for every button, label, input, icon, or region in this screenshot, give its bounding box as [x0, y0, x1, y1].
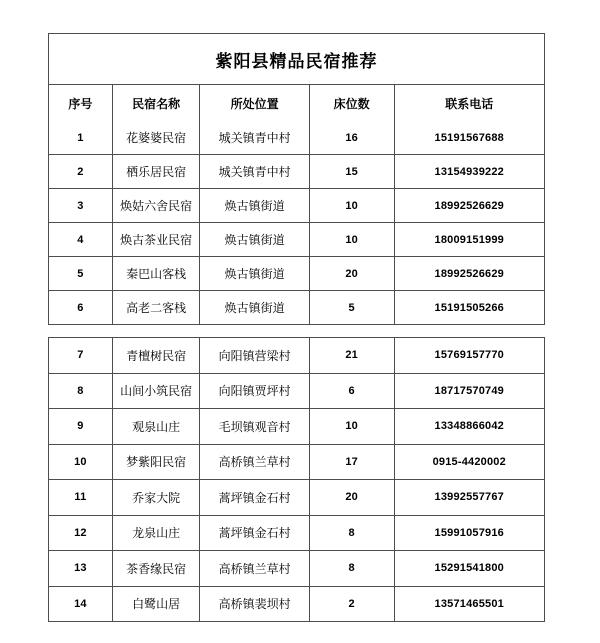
column-header-location: 所处位置: [199, 85, 308, 121]
phone-number-cell: 18992526629: [394, 189, 545, 222]
row-number-cell: 1: [77, 131, 84, 144]
table-body-2: [49, 338, 544, 621]
row-number-cell: 3: [77, 199, 84, 212]
homestay-name-cell: 乔家大院: [112, 480, 200, 515]
homestay-name-cell: 山间小筑民宿: [112, 374, 200, 409]
table-row: [49, 550, 544, 586]
beds-count-cell: 6: [309, 374, 394, 409]
phone-number-cell: 15291541800: [394, 551, 545, 586]
location-cell: 向阳镇贾坪村: [199, 374, 308, 409]
table-row: [49, 586, 544, 622]
location-cell: 焕古镇街道: [199, 189, 308, 222]
phone-number-cell: 13571465501: [394, 587, 545, 622]
phone-number-cell: 15991057916: [394, 516, 545, 551]
homestay-name-cell: 栖乐居民宿: [112, 155, 200, 188]
homestay-name-cell: 焕姑六舍民宿: [112, 189, 200, 222]
beds-count-cell: 8: [309, 551, 394, 586]
phone-number-cell: 18009151999: [394, 223, 545, 256]
row-number-cell: 5: [77, 267, 84, 280]
location-cell: 高桥镇兰草村: [199, 551, 308, 586]
location-cell: 焕古镇街道: [199, 223, 308, 256]
homestay-name-cell: 白鹭山居: [112, 587, 200, 622]
phone-number-cell: 13992557767: [394, 480, 545, 515]
beds-count-cell: 10: [309, 223, 394, 256]
row-number-cell: 10: [74, 455, 87, 468]
homestay-name-cell: 梦紫阳民宿: [112, 445, 200, 480]
table-body-1: [49, 121, 544, 324]
phone-number-cell: 18992526629: [394, 257, 545, 290]
homestay-name-cell: 龙泉山庄: [112, 516, 200, 551]
phone-number-cell: 15191505266: [394, 291, 545, 324]
location-cell: 向阳镇营梁村: [199, 338, 308, 373]
table-row: [49, 408, 544, 444]
phone-number-cell: 0915-4420002: [394, 445, 545, 480]
beds-count-cell: 20: [309, 480, 394, 515]
homestay-name-cell: 青檀树民宿: [112, 338, 200, 373]
location-cell: 高桥镇兰草村: [199, 445, 308, 480]
table-row: [49, 444, 544, 480]
document-sheet: [48, 33, 545, 622]
location-cell: 焕古镇街道: [199, 291, 308, 324]
beds-count-cell: 16: [309, 121, 394, 154]
table-row: [49, 222, 544, 256]
beds-count-cell: 10: [309, 409, 394, 444]
row-number-cell: 11: [74, 491, 87, 504]
row-number-cell: 7: [77, 349, 84, 362]
homestay-table-section-1: [48, 33, 545, 325]
homestay-name-cell: 茶香缘民宿: [112, 551, 200, 586]
table-row: [49, 479, 544, 515]
phone-number-cell: 13154939222: [394, 155, 545, 188]
column-header-name: 民宿名称: [112, 85, 200, 121]
row-number-cell: 12: [74, 526, 87, 539]
phone-number-cell: 13348866042: [394, 409, 545, 444]
beds-count-cell: 15: [309, 155, 394, 188]
table-row: [49, 515, 544, 551]
table-row: [49, 338, 544, 373]
column-header-beds: 床位数: [309, 85, 394, 121]
phone-number-cell: 15769157770: [394, 338, 545, 373]
phone-number-cell: 18717570749: [394, 374, 545, 409]
homestay-table-section-2: [48, 337, 545, 622]
table-row: [49, 154, 544, 188]
location-cell: 城关镇青中村: [199, 155, 308, 188]
location-cell: 蒿坪镇金石村: [199, 480, 308, 515]
row-number-cell: 13: [74, 562, 87, 575]
row-number-cell: 9: [77, 420, 84, 433]
homestay-name-cell: 观泉山庄: [112, 409, 200, 444]
row-number-cell: 6: [77, 301, 84, 314]
row-number-cell: 14: [74, 597, 87, 610]
column-header-phone: 联系电话: [394, 85, 545, 121]
location-cell: 毛坝镇观音村: [199, 409, 308, 444]
table-title: 紫阳县精品民宿推荐: [215, 51, 378, 71]
location-cell: 焕古镇街道: [199, 257, 308, 290]
location-cell: 蒿坪镇金石村: [199, 516, 308, 551]
phone-number-cell: 15191567688: [394, 121, 545, 154]
location-cell: 高桥镇裴坝村: [199, 587, 308, 622]
beds-count-cell: 21: [309, 338, 394, 373]
homestay-name-cell: 焕古茶业民宿: [112, 223, 200, 256]
table-header-row: [49, 84, 544, 121]
table-row: [49, 256, 544, 290]
table-row: [49, 121, 544, 154]
homestay-name-cell: 高老二客栈: [112, 291, 200, 324]
location-cell: 城关镇青中村: [199, 121, 308, 154]
row-number-cell: 8: [77, 384, 84, 397]
beds-count-cell: 8: [309, 516, 394, 551]
beds-count-cell: 10: [309, 189, 394, 222]
beds-count-cell: 2: [309, 587, 394, 622]
homestay-name-cell: 花婆婆民宿: [112, 121, 200, 154]
row-number-cell: 2: [77, 165, 84, 178]
row-number-cell: 4: [77, 233, 84, 246]
table-row: [49, 290, 544, 324]
homestay-name-cell: 秦巴山客栈: [112, 257, 200, 290]
beds-count-cell: 17: [309, 445, 394, 480]
column-header-index: 序号: [68, 96, 93, 111]
beds-count-cell: 20: [309, 257, 394, 290]
beds-count-cell: 5: [309, 291, 394, 324]
table-row: [49, 188, 544, 222]
table-row: [49, 373, 544, 409]
